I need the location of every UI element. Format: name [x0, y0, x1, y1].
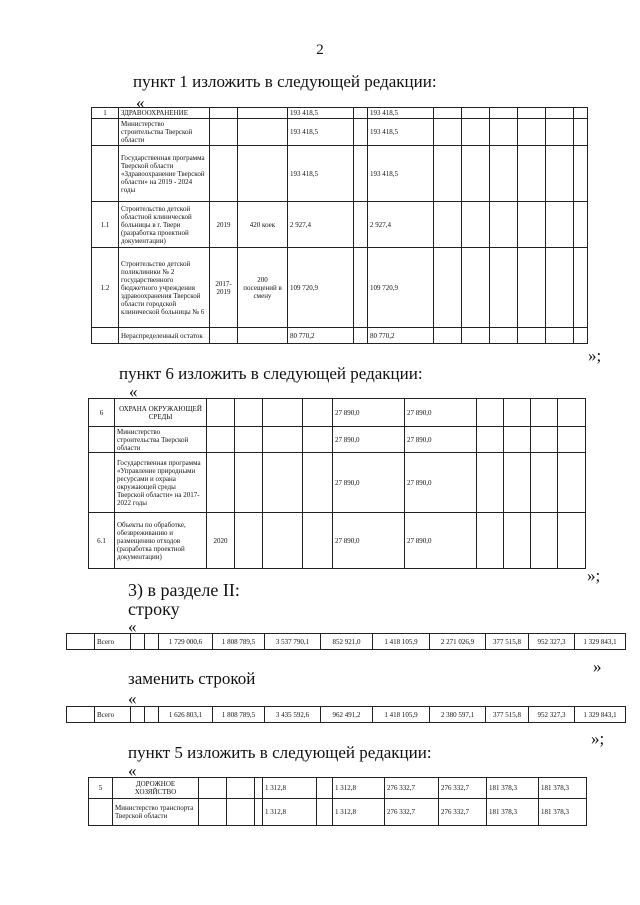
row-year — [207, 453, 235, 513]
row-number — [89, 453, 115, 513]
row-year: 2019 — [210, 202, 238, 248]
row-number: 1 — [92, 108, 119, 119]
empty-cell — [263, 427, 303, 453]
empty-cell — [558, 453, 586, 513]
empty-cell — [546, 328, 574, 344]
row-value: 80 770,2 — [288, 328, 354, 344]
row-capacity — [238, 146, 288, 202]
empty-cell — [263, 453, 303, 513]
empty-cell — [235, 399, 263, 427]
empty-cell — [303, 399, 333, 427]
empty-cell — [434, 202, 462, 248]
row-value: 276 332,7 — [385, 778, 439, 799]
row-number: 1.2 — [92, 248, 119, 328]
empty-cell — [462, 202, 490, 248]
empty-cell — [574, 248, 588, 328]
section5-table — [88, 777, 587, 826]
empty-cell — [518, 119, 546, 146]
empty-cell — [317, 799, 333, 826]
new-row-table — [66, 706, 626, 723]
row-year — [210, 328, 238, 344]
empty-cell — [531, 399, 558, 427]
old-row-table — [66, 633, 626, 650]
empty-cell — [504, 427, 531, 453]
table-row — [89, 778, 587, 799]
row-value: 193 418,5 — [368, 119, 434, 146]
close-quote: »; — [587, 566, 601, 585]
row-value: 1 312,8 — [333, 778, 385, 799]
table-row — [89, 799, 587, 826]
row-value: 193 418,5 — [288, 108, 354, 119]
total-value: 1 418 105,9 — [373, 634, 430, 650]
empty-cell — [145, 634, 159, 650]
empty-cell — [263, 513, 303, 569]
row-year: 2017-2019 — [210, 248, 238, 328]
empty-cell — [303, 513, 333, 569]
row-value: 181 378,3 — [539, 799, 587, 826]
total-value: 1 808 789,5 — [213, 707, 265, 723]
section5-heading: пункт 5 изложить в следующей редакции: — [128, 743, 432, 762]
close-quote: » — [593, 657, 602, 676]
row-value: 109 720,9 — [288, 248, 354, 328]
close-quote: »; — [591, 729, 605, 748]
row-name: Строительство детской поликлиники № 2 государственного бюджетного учреждения здравоохранения Тверской области городской клинической больницы № 6 — [119, 248, 210, 328]
empty-cell — [546, 146, 574, 202]
row-value: 27 890,0 — [405, 453, 477, 513]
total-value: 1 329 843,1 — [575, 634, 626, 650]
empty-cell — [490, 248, 518, 328]
empty-cell — [546, 108, 574, 119]
empty-cell — [434, 328, 462, 344]
row-name: ДОРОЖНОЕ ХОЗЯЙСТВО — [113, 778, 199, 799]
row-year — [207, 427, 235, 453]
empty-cell — [518, 328, 546, 344]
row-value: 2 927,4 — [288, 202, 354, 248]
empty-cell — [531, 513, 558, 569]
table-row — [92, 119, 588, 146]
row-capacity — [238, 108, 288, 119]
empty-cell — [558, 427, 586, 453]
empty-cell — [490, 328, 518, 344]
row-number — [92, 328, 119, 344]
empty-cell — [227, 799, 255, 826]
row-number — [89, 799, 113, 826]
empty-cell — [518, 146, 546, 202]
total-value: 3 435 592,6 — [265, 707, 321, 723]
empty-cell — [303, 427, 333, 453]
empty-cell — [434, 119, 462, 146]
row-number: 6.1 — [89, 513, 115, 569]
total-value: 952 327,3 — [529, 707, 575, 723]
empty-cell — [477, 453, 504, 513]
row-value: 2 927,4 — [368, 202, 434, 248]
row-number — [92, 119, 119, 146]
empty-cell — [263, 399, 303, 427]
row-number: 6 — [89, 399, 115, 427]
empty-cell — [546, 202, 574, 248]
empty-cell — [235, 427, 263, 453]
row-number — [89, 427, 115, 453]
section6-table — [88, 398, 586, 569]
empty-cell — [518, 248, 546, 328]
empty-cell — [558, 513, 586, 569]
row-capacity — [238, 119, 288, 146]
open-quote: « — [128, 761, 137, 780]
empty-cell — [235, 453, 263, 513]
empty-cell — [354, 108, 368, 119]
page-number: 2 — [316, 42, 324, 58]
row-value: 181 378,3 — [539, 778, 587, 799]
empty-cell — [490, 119, 518, 146]
open-quote: « — [128, 617, 137, 636]
empty-cell — [462, 328, 490, 344]
table-row — [89, 513, 586, 569]
table-row — [92, 328, 588, 344]
row-value: 80 770,2 — [368, 328, 434, 344]
table-row — [67, 634, 626, 650]
empty-cell — [255, 778, 263, 799]
empty-cell — [504, 399, 531, 427]
empty-cell — [531, 453, 558, 513]
open-quote: « — [128, 689, 137, 708]
empty-cell — [504, 513, 531, 569]
empty-cell — [477, 399, 504, 427]
row-name: Министерство строительства Тверской области — [119, 119, 210, 146]
total-value: 3 537 790,1 — [265, 634, 321, 650]
row-value: 181 378,3 — [487, 799, 539, 826]
section1-table — [91, 107, 588, 344]
row-number — [92, 146, 119, 202]
empty-cell — [574, 119, 588, 146]
empty-cell — [354, 146, 368, 202]
row-value: 27 890,0 — [333, 427, 405, 453]
row-value: 27 890,0 — [405, 399, 477, 427]
empty-cell — [574, 328, 588, 344]
empty-cell — [303, 453, 333, 513]
row-year — [210, 108, 238, 119]
empty-cell — [131, 634, 145, 650]
row-name: Государственная программа Тверской области «Здравоохранение Тверской области» на 2019 - 2024 годы — [119, 146, 210, 202]
row-year — [210, 119, 238, 146]
row-name: Министерство транспорта Тверской области — [113, 799, 199, 826]
empty-cell — [477, 513, 504, 569]
row-year — [207, 399, 235, 427]
empty-cell — [434, 146, 462, 202]
empty-cell — [434, 248, 462, 328]
empty-cell — [574, 202, 588, 248]
total-value: 1 808 789,5 — [213, 634, 265, 650]
row-value: 27 890,0 — [405, 513, 477, 569]
row-year: 2020 — [207, 513, 235, 569]
empty-cell — [518, 108, 546, 119]
empty-cell — [199, 799, 227, 826]
empty-cell — [462, 119, 490, 146]
empty-cell — [145, 707, 159, 723]
row-name: Строительство детской областной клинической больницы в г. Твери (разработка проектной документации) — [119, 202, 210, 248]
row-value: 1 312,8 — [263, 799, 317, 826]
row-value: 27 890,0 — [405, 427, 477, 453]
empty-cell — [477, 427, 504, 453]
section3-heading: 3) в разделе II: — [128, 580, 240, 600]
row-value: 109 720,9 — [368, 248, 434, 328]
empty-cell — [354, 202, 368, 248]
total-value: 1 418 105,9 — [373, 707, 430, 723]
table-row — [89, 453, 586, 513]
row-value: 276 332,7 — [439, 778, 487, 799]
row-name: Объекты по обработке, обезвреживанию и размещению отходов (разработка проектной документации) — [115, 513, 207, 569]
empty-cell — [317, 778, 333, 799]
row-name: ЗДРАВООХРАНЕНИЕ — [119, 108, 210, 119]
row-value: 27 890,0 — [333, 399, 405, 427]
empty-cell — [354, 119, 368, 146]
table-row — [67, 707, 626, 723]
row-value: 193 418,5 — [368, 108, 434, 119]
total-label: Всего — [95, 707, 131, 723]
empty-cell — [131, 707, 145, 723]
total-value: 377 515,8 — [486, 634, 529, 650]
empty-cell — [531, 427, 558, 453]
empty-cell — [490, 202, 518, 248]
table-row — [92, 146, 588, 202]
empty-cell — [490, 108, 518, 119]
replace-label: заменить строкой — [128, 669, 256, 688]
empty-cell — [546, 248, 574, 328]
total-label: Всего — [95, 634, 131, 650]
row-value: 1 312,8 — [263, 778, 317, 799]
empty-cell — [558, 399, 586, 427]
empty-cell — [227, 778, 255, 799]
empty-cell — [434, 108, 462, 119]
open-quote: « — [129, 382, 138, 401]
total-value: 852 921,0 — [321, 634, 373, 650]
total-value: 1 329 843,1 — [575, 707, 626, 723]
row-value: 276 332,7 — [385, 799, 439, 826]
open-quote: « — [136, 93, 145, 112]
row-number: 1.1 — [92, 202, 119, 248]
table-row — [89, 427, 586, 453]
empty-cell — [199, 778, 227, 799]
row-name: ОХРАНА ОКРУЖАЮЩЕЙ СРЕДЫ — [115, 399, 207, 427]
close-quote: »; — [588, 346, 602, 365]
row-capacity — [238, 328, 288, 344]
row-capacity: 200 посещений в смену — [238, 248, 288, 328]
section6-heading: пункт 6 изложить в следующей редакции: — [119, 364, 423, 383]
section1-heading: пункт 1 изложить в следующей редакции: — [133, 72, 437, 91]
section3-line2: строку — [128, 599, 180, 619]
empty-cell — [462, 108, 490, 119]
row-capacity: 420 коек — [238, 202, 288, 248]
empty-cell — [462, 248, 490, 328]
empty-cell — [546, 119, 574, 146]
total-value: 1 626 803,1 — [159, 707, 213, 723]
row-value: 1 312,8 — [333, 799, 385, 826]
total-value: 377 515,8 — [486, 707, 529, 723]
row-name: Министерство строительства Тверской области — [115, 427, 207, 453]
empty-cell — [67, 634, 95, 650]
table-row — [92, 108, 588, 119]
row-value: 276 332,7 — [439, 799, 487, 826]
empty-cell — [354, 328, 368, 344]
table-row — [89, 399, 586, 427]
total-value: 1 729 000,6 — [159, 634, 213, 650]
row-year — [210, 146, 238, 202]
total-value: 962 491,2 — [321, 707, 373, 723]
empty-cell — [574, 146, 588, 202]
table-row — [92, 202, 588, 248]
empty-cell — [67, 707, 95, 723]
row-value: 193 418,5 — [288, 119, 354, 146]
empty-cell — [574, 108, 588, 119]
empty-cell — [518, 202, 546, 248]
empty-cell — [504, 453, 531, 513]
row-name: Нераспределенный остаток — [119, 328, 210, 344]
row-value: 193 418,5 — [288, 146, 354, 202]
total-value: 2 271 026,9 — [430, 634, 486, 650]
row-value: 181 378,3 — [487, 778, 539, 799]
row-name: Государственная программа «Управление природными ресурсами и охрана окружающей среды Тверской области» на 2017-2022 годы — [115, 453, 207, 513]
empty-cell — [462, 146, 490, 202]
empty-cell — [490, 146, 518, 202]
empty-cell — [354, 248, 368, 328]
empty-cell — [255, 799, 263, 826]
row-value: 193 418,5 — [368, 146, 434, 202]
row-number: 5 — [89, 778, 113, 799]
table-row — [92, 248, 588, 328]
row-value: 27 890,0 — [333, 513, 405, 569]
total-value: 952 327,3 — [529, 634, 575, 650]
total-value: 2 380 597,1 — [430, 707, 486, 723]
row-value: 27 890,0 — [333, 453, 405, 513]
empty-cell — [235, 513, 263, 569]
